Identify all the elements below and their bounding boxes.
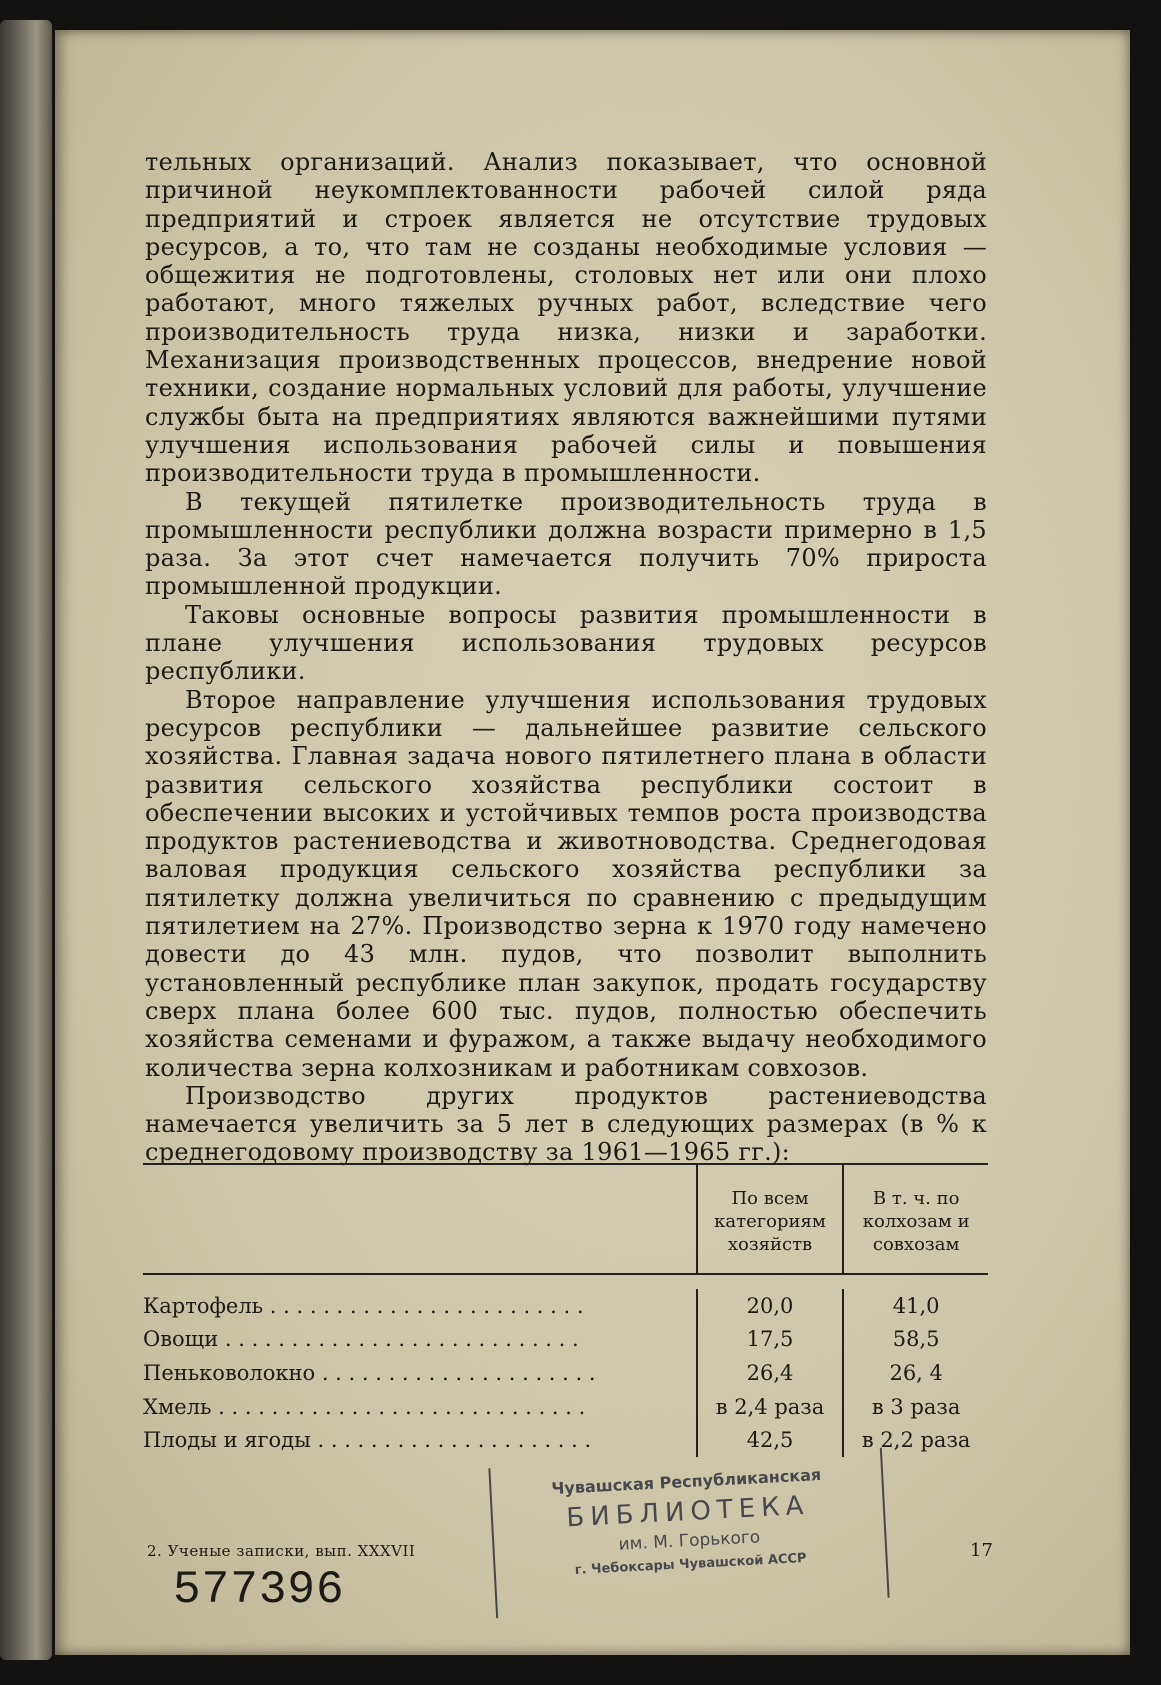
stamp-line-1: Чувашская Республиканская (550, 1465, 822, 1499)
row-value-all: в 2,4 раза (696, 1390, 843, 1424)
header-all-categories: По всем категориям хозяйств (696, 1165, 843, 1273)
header-kolkhoz-sovkhoz: В т. ч. по колхозам и совхозам (842, 1165, 988, 1273)
table-row (143, 1356, 988, 1390)
row-value-all: 26,4 (696, 1356, 843, 1390)
table-header (143, 1165, 988, 1275)
row-value-kolkhoz: в 2,2 раза (842, 1423, 988, 1457)
body-text (145, 148, 987, 1167)
header-blank (143, 1165, 696, 1273)
row-label: Картофель . . . . . . . . . . . . . . . . . . . . . . . . (143, 1293, 584, 1318)
row-value-all: 17,5 (696, 1323, 843, 1357)
paragraph-1: тельных организаций. Анализ показывает, что основной причиной неукомплектованности рабочей силой ряда предприятий и строек является не отсутствие трудовых ресурсов, а то, что там не созданы необходимые условия — общежития не подготовлены, столовых нет или они плохо работают, много тяжелых ручных работ, вследствие чего производительность труда низка, низки и заработки. Механизация производственных процессов, внедрение новой техники, создание нормальных условий для работы, улучшение службы быта на предприятиях являются важнейшими путями улучшения использования рабочей силы и повышения производительности труда в промышленности. (145, 148, 987, 488)
footnote: 2. Ученые записки, вып. XXXVII (147, 1542, 416, 1560)
paragraph-3: Таковы основные вопросы развития промышленности в плане улучшения использования трудовых ресурсов республики. (145, 600, 987, 686)
table-body (143, 1275, 988, 1457)
row-value-all: 20,0 (696, 1289, 843, 1323)
book-spine-edge (0, 20, 52, 1660)
paragraph-2: В текущей пятилетке производительность труда в промышленности республики должна возрасти примерно в 1,5 раза. За этот счет намечается получить 70% прироста промышленной продукции. (145, 487, 987, 601)
table-row (143, 1323, 988, 1357)
row-value-all: 42,5 (696, 1423, 843, 1457)
row-value-kolkhoz: 41,0 (842, 1289, 988, 1323)
page-number: 17 (970, 1540, 993, 1561)
stamp-line-3: им. М. Горького (618, 1527, 761, 1555)
row-label: Овощи . . . . . . . . . . . . . . . . . . . . . . . . . . . (143, 1327, 579, 1352)
row-value-kolkhoz: 58,5 (842, 1323, 988, 1357)
paragraph-4: Второе направление улучшения использования трудовых ресурсов республики — дальнейшее развитие сельского хозяйства. Главная задача нового пятилетнего плана в области развития сельского хозяйства республики состоит в обеспечении высоких и устойчивых темпов роста производства продуктов растениеводства и животноводства. Среднегодовая валовая продукция сельского хозяйства республики за пятилетку должна увеличиться по сравнению с предыдущим пятилетием на 27%. Производство зерна к 1970 году намечено довести до 43 млн. пудов, что позволит выполнить установленный республике план закупок, продать государству сверх плана более 600 тыс. пудов, полностью обеспечить хозяйства семенами и фуражом, а также выдачу необходимого количества зерна колхозникам и работникам совхозов. (145, 685, 987, 1082)
production-table (143, 1163, 988, 1457)
row-label: Хмель . . . . . . . . . . . . . . . . . . . . . . . . . . . . (143, 1394, 586, 1419)
table-row (143, 1390, 988, 1424)
inventory-number: 577396 (173, 1564, 345, 1616)
library-stamp (488, 1448, 889, 1618)
stamp-line-4: г. Чебоксары Чувашской АССР (574, 1550, 807, 1579)
row-value-kolkhoz: в 3 раза (842, 1390, 988, 1424)
row-label: Пеньковолокно . . . . . . . . . . . . . . . . . . . . . (143, 1360, 596, 1385)
table-row (143, 1289, 988, 1323)
row-label: Плоды и ягоды . . . . . . . . . . . . . . . . . . . . . (143, 1428, 592, 1453)
book-page (55, 30, 1130, 1655)
row-value-kolkhoz: 26, 4 (842, 1356, 988, 1390)
paragraph-5: Производство других продуктов растениеводства намечается увеличить за 5 лет в следующих размерах (в % к среднегодовому производству за 1961—1965 гг.): (145, 1081, 987, 1167)
stamp-line-2: БИБЛИОТЕКА (565, 1490, 811, 1534)
